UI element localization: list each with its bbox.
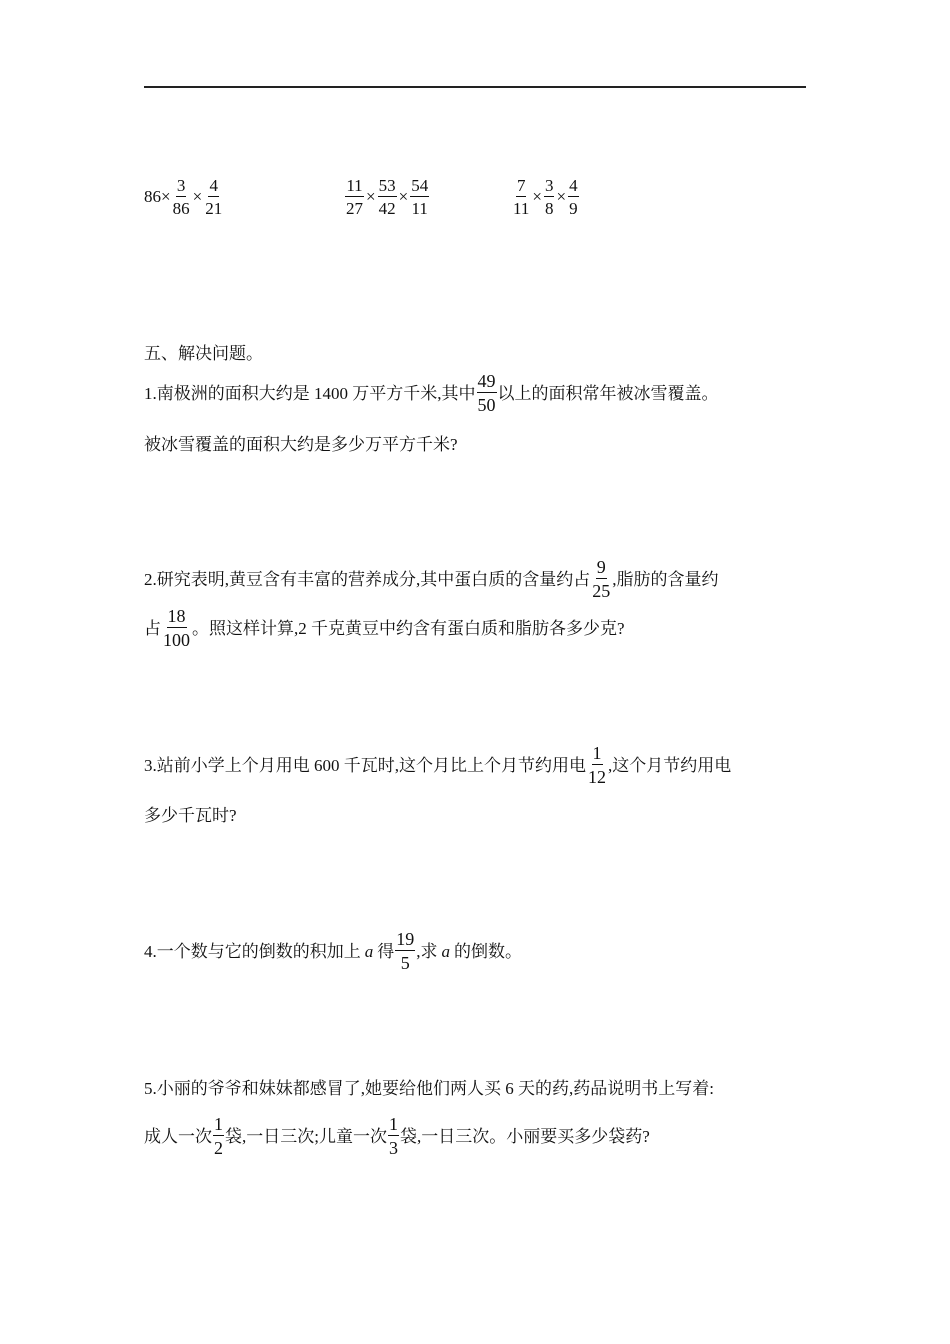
question-3-line-2: 多少千瓦时? [144,806,237,825]
fraction: $\frac{18}{100}$ [163,606,190,650]
question-3-line-1: 3.站前小学上个月用电 600 千瓦时,这个月比上个月节约用电 $\frac{1}{12}$ ,这个月节约用电 [144,743,732,787]
times-sign: × [366,187,376,206]
fraction: $\frac{4}{21}$ [205,176,223,218]
variable-a: a [441,941,450,961]
fraction: $\frac{49}{50}$ [477,371,496,415]
times-sign: × [556,187,567,206]
expression-lead: 86× [144,187,171,206]
fraction: $\frac{7}{11}$ [513,176,530,218]
header-rule [144,86,806,88]
fraction: $\frac{1}{2}$ [214,1114,223,1158]
question-5-line-1: 5.小丽的爷爷和妹妹都感冒了,她要给他们两人买 6 天的药,药品说明书上写着: [144,1079,714,1098]
question-2-line-2: 占 $\frac{18}{100}$ 。照这样计算,2 千克黄豆中约含有蛋白质和脂肪各多少克? [144,606,625,650]
question-2-line-1: 2.研究表明,黄豆含有丰富的营养成分,其中蛋白质的含量约占 $\frac{9}{25}$ ,脂肪的含量约 [144,557,719,601]
fraction: $\frac{53}{42}$ [378,176,396,218]
fraction: $\frac{3}{8}$ [544,176,554,218]
fraction: $\frac{1}{12}$ [588,743,606,787]
fraction: $\frac{19}{5}$ [396,929,415,973]
question-1-line-1: 1.南极洲的面积大约是 1400 万平方千米,其中 $\frac{49}{50}$ 以上的面积常年被冰雪覆盖。 [144,371,719,415]
question-5-line-2: 成人一次 $\frac{1}{2}$ 袋,一日三次;儿童一次 $\frac{1}{3}$ 袋,一日三次。小丽要买多少袋药? [144,1114,650,1158]
expression-1 [144,177,224,217]
fraction: $\frac{9}{25}$ [592,557,611,601]
expression-2 [344,177,430,217]
fraction: $\frac{1}{3}$ [388,1114,398,1158]
times-sign: × [398,187,409,206]
fraction: $\frac{11}{27}$ [346,176,363,218]
fraction: $\frac{3}{86}$ [172,176,190,218]
times-sign: × [192,187,203,206]
fraction: $\frac{54}{11}$ [411,176,429,218]
expression-3 [511,177,580,217]
times-sign: × [532,187,542,206]
variable-a: a [364,941,374,961]
question-4: 4.一个数与它的倒数的积加上 a 得 $\frac{19}{5}$ ,求 a 的倒数。 [144,929,522,973]
fraction: $\frac{4}{9}$ [569,176,578,218]
section-title: 五、解决问题。 [144,344,263,363]
question-1-line-2: 被冰雪覆盖的面积大约是多少万平方千米? [144,435,458,454]
